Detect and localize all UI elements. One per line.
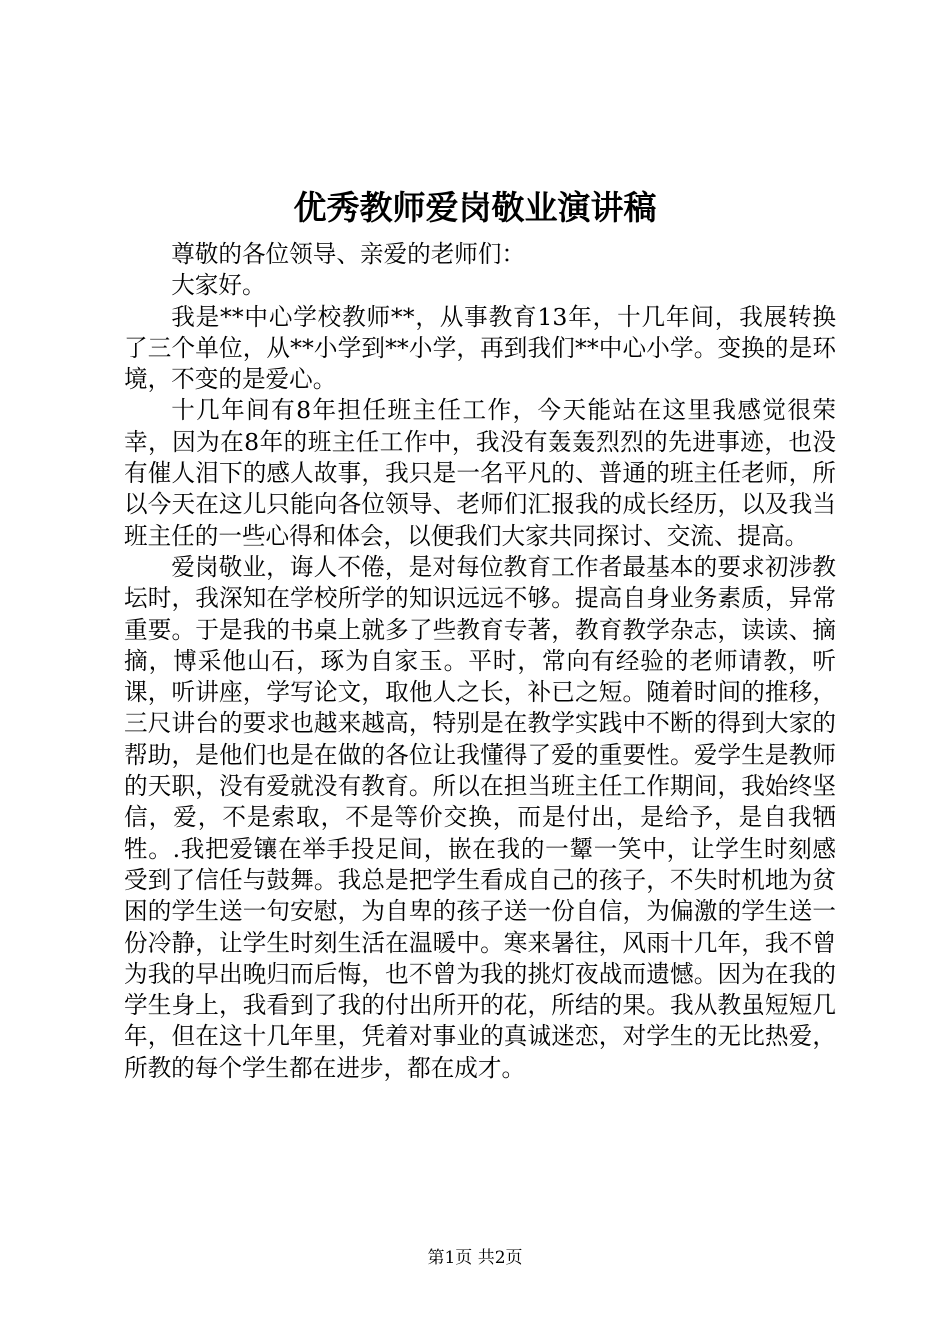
paragraph-hello: 大家好。 <box>171 271 266 300</box>
paragraph-dedication: 爱岗敬业，诲人不倦，是对每位教育工作者最基本的要求初涉教坛时，我深知在学校所学的知识远远不够。提高自身业务素质，异常重要。于是我的书桌上就多了些教育专著，教育教学杂志，读读、摘摘，博采他山石，琢为自家玉。平时，常向有经验的老师请教，听课，听讲座，学写论文，取他人之长，补已之短。随着时间的推移，三尺讲台的要求也越来越高，特别是在教学实践中不断的得到大家的帮助，是他们也是在做的各位让我懂得了爱的重要性。爱学生是教师的天职，没有爱就没有教育。所以在担当班主任工作期间，我始终坚信，爱，不是索取，不是等价交换，而是付出，是给予，是自我牺牲。.我把爱镶在举手投足间，嵌在我的一颦一笑中，让学生时刻感受到了信任与鼓舞。我总是把学生看成自己的孩子，不失时机地为贫困的学生送一句安慰，为自卑的孩子送一份自信，为偏激的学生送一份冷静，让学生时刻生活在温暖中。寒来暑往，风雨十几年，我不曾为我的早出晚归而后悔，也不曾为我的挑灯夜战而遗憾。因为在我的学生身上，我看到了我的付出所开的花，所结的果。我从教虽短短几年，但在这十几年里，凭着对事业的真诚迷恋，对学生的无比热爱，所教的每个学生都在进步，都在成才。 <box>124 552 836 1082</box>
paragraph-greeting: 尊敬的各位领导、亲爱的老师们： <box>171 240 526 268</box>
paragraph-class-teacher: 十几年间有8年担任班主任工作，今天能站在这里我感觉很荣幸，因为在8年的班主任工作中，我没有轰轰烈烈的先进事迹，也没有催人泪下的感人故事，我只是一名平凡的、普通的班主任老师，所以今天在这儿只能向各位领导、老师们汇报我的成长经历，以及我当班主任的一些心得和体会，以便我们大家共同探讨、交流、提高。 <box>124 396 836 550</box>
page-number-footer: 第1页 共2页 <box>427 1248 523 1268</box>
document-body <box>124 239 836 1084</box>
paragraph-intro: 我是**中心学校教师**，从事教育13年，十几年间，我展转换了三个单位，从**小学到**小学，再到我们**中心小学。变换的是环境，不变的是爱心。 <box>124 302 836 394</box>
document-title: 优秀教师爱岗敬业演讲稿 <box>293 188 657 227</box>
